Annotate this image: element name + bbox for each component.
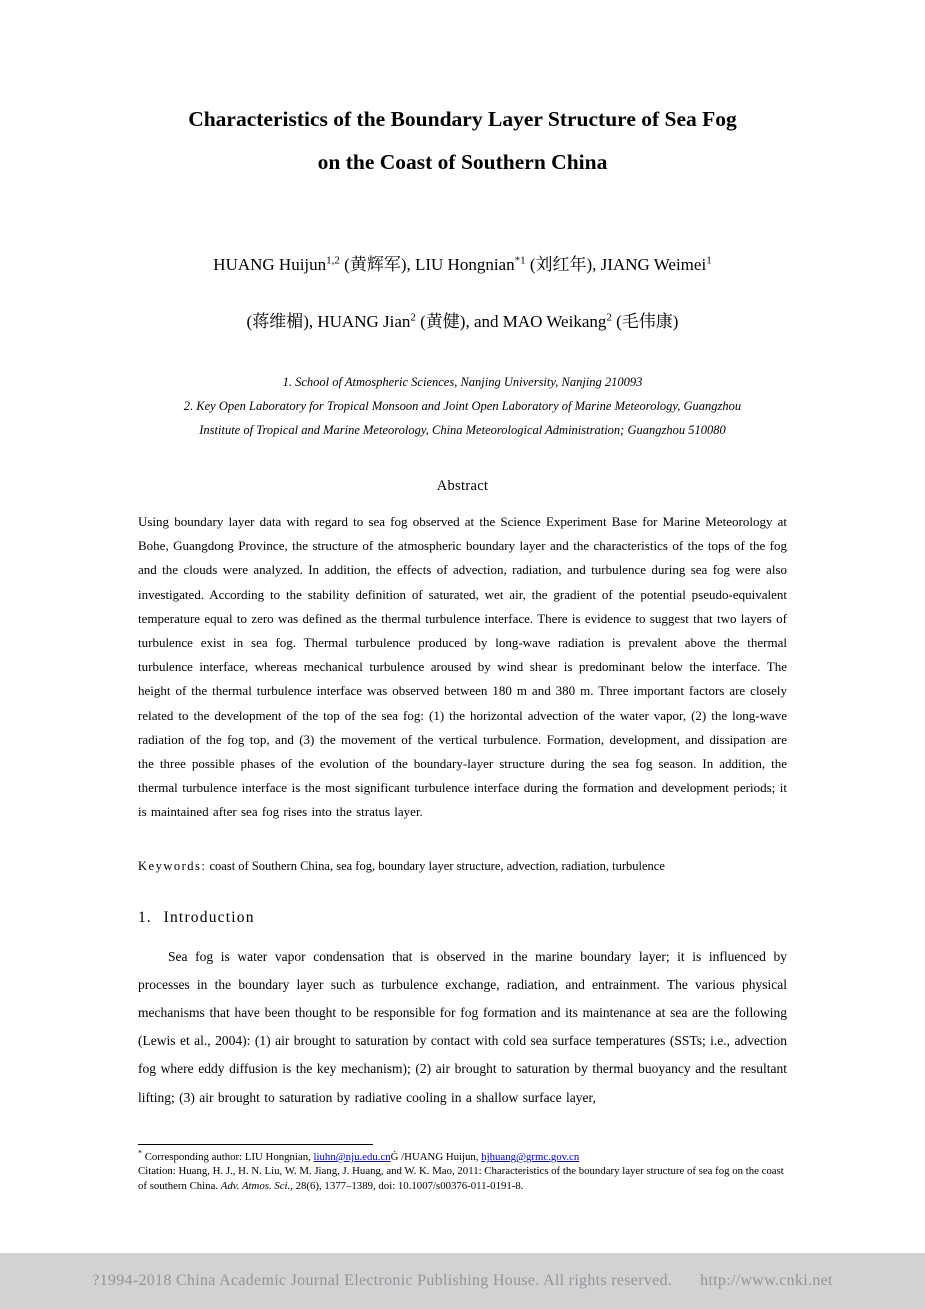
author-line-1: [138, 236, 787, 293]
publisher-watermark-bar: [0, 1253, 925, 1309]
affiliation-2-line2: Institute of Tropical and Marine Meteorology, China Meteorological Administration; Guangzhou 510080: [199, 423, 726, 437]
section-number: 1.: [138, 908, 152, 926]
affiliations: [138, 370, 787, 442]
paper-title-line2: on the Coast of Southern China: [317, 150, 608, 174]
footnote-separator: [138, 1144, 373, 1145]
author-affiliation-sup: 2: [606, 311, 612, 324]
footnote-block: [138, 1144, 787, 1193]
author-name: (蒋维楣), HUANG Jian: [246, 312, 411, 331]
footnote-text: Ġ /HUANG Huijun,: [390, 1151, 482, 1163]
author-name: (刘红年), JIANG Weimei: [525, 255, 707, 274]
abstract-heading: Abstract: [436, 478, 489, 494]
author-name: (黄辉军), LIU Hongnian: [339, 255, 515, 274]
footnote-asterisk: *: [138, 1148, 142, 1158]
email-link-liu[interactable]: liuhn@nju.edu.cn: [313, 1151, 391, 1163]
affiliation-2-line1: 2. Key Open Laboratory for Tropical Monsoon and Joint Open Laboratory of Marine Meteorology, Guangzhou: [183, 399, 742, 413]
section-heading-introduction: [138, 909, 787, 927]
citation-text: , 28(6), 1377–1389, doi: 10.1007/s00376-011-0191-8.: [290, 1179, 524, 1192]
author-list: [138, 236, 787, 350]
author-affiliation-sup: 1,2: [326, 254, 340, 267]
keywords-text: coast of Southern China, sea fog, boundary layer structure, advection, radiation, turbulence: [206, 858, 665, 873]
paper-title-line1: Characteristics of the Boundary Layer Structure of Sea Fog: [188, 107, 737, 131]
author-name: (毛伟康): [611, 312, 679, 331]
author-name: HUANG Huijun: [213, 255, 327, 274]
section-title: Introduction: [163, 908, 255, 926]
citation-text: Citation: Huang, H. J., H. N. Liu, W. M. Jiang, J. Huang, and W. K. Mao, 2011: Characteristics of the boundary layer structure of sea fog on the coast of southern China.: [138, 1165, 784, 1192]
abstract-body: Using boundary layer data with regard to sea fog observed at the Science Experiment Base for Marine Meteorology at Bohe, Guangdong Province, the structure of the atmospheric boundary layer and the characteristics of the tops of the fog and the clouds were analyzed. In addition, the effects of advection, radiation, and turbulence during sea fog were also investigated. According to the stability definition of saturated, wet air, the gradient of the potential pseudo-equivalent temperature equal to zero was defined as the thermal turbulence interface. There is evidence to suggest that two layers of turbulence exist in sea fog. Thermal turbulence produced by long-wave radiation is prevalent above the thermal turbulence interface, whereas mechanical turbulence aroused by wind shear is predominant below the interface. The height of the thermal turbulence interface was observed between 180 m and 380 m. Three important factors are closely related to the development of the top of the sea fog: (1) the horizontal advection of the water vapor, (2) the long-wave radiation of the fog top, and (3) the movement of the vertical turbulence. Formation, development, and dissipation are the three possible phases of the evolution of the boundary-layer structure during the sea fog season. In addition, the thermal turbulence interface is the most significant turbulence interface during the formation and development periods; it is maintained after sea fog rises into the stratus layer.: [138, 514, 787, 820]
footnote-citation: [138, 1164, 787, 1193]
introduction-paragraph: Sea fog is water vapor condensation that is observed in the marine boundary layer; it is influenced by processes in the boundary layer such as turbulence exchange, radiation, and entrainment. The various physical mechanisms that have been thought to be responsible for fog formation and its maintenance at sea are the following (Lewis et al., 2004): (1) air brought to saturation by contact with cold sea surface temperatures (SSTs; i.e., advection fog where eddy diffusion is the key mechanism); (2) air brought to saturation by thermal buoyancy and the resultant lifting; (3) air brought to saturation by radiative cooling in a shallow surface layer,: [138, 948, 787, 1105]
citation-journal-name: Adv. Atmos. Sci.: [220, 1179, 291, 1192]
publisher-watermark-text: ?1994-2018 China Academic Journal Electronic Publishing House. All rights reserved.: [92, 1272, 673, 1289]
keywords-label: Keywords:: [138, 858, 207, 873]
paper-title: [138, 98, 787, 184]
author-name: (黄健), and MAO Weikang: [415, 312, 607, 331]
author-affiliation-sup: 1: [706, 254, 712, 267]
keywords-line: [138, 857, 787, 875]
footnote-text: Corresponding author: LIU Hongnian,: [142, 1151, 314, 1163]
footnote-corresponding-author: [138, 1150, 787, 1164]
author-line-2: [138, 293, 787, 350]
author-affiliation-sup: *1: [514, 254, 526, 267]
author-affiliation-sup: 2: [410, 311, 416, 324]
affiliation-1: 1. School of Atmospheric Sciences, Nanjing University, Nanjing 210093: [282, 375, 643, 389]
email-link-huang[interactable]: hjhuang@grmc.gov.cn: [481, 1151, 580, 1163]
publisher-watermark-url: http://www.cnki.net: [700, 1272, 833, 1289]
